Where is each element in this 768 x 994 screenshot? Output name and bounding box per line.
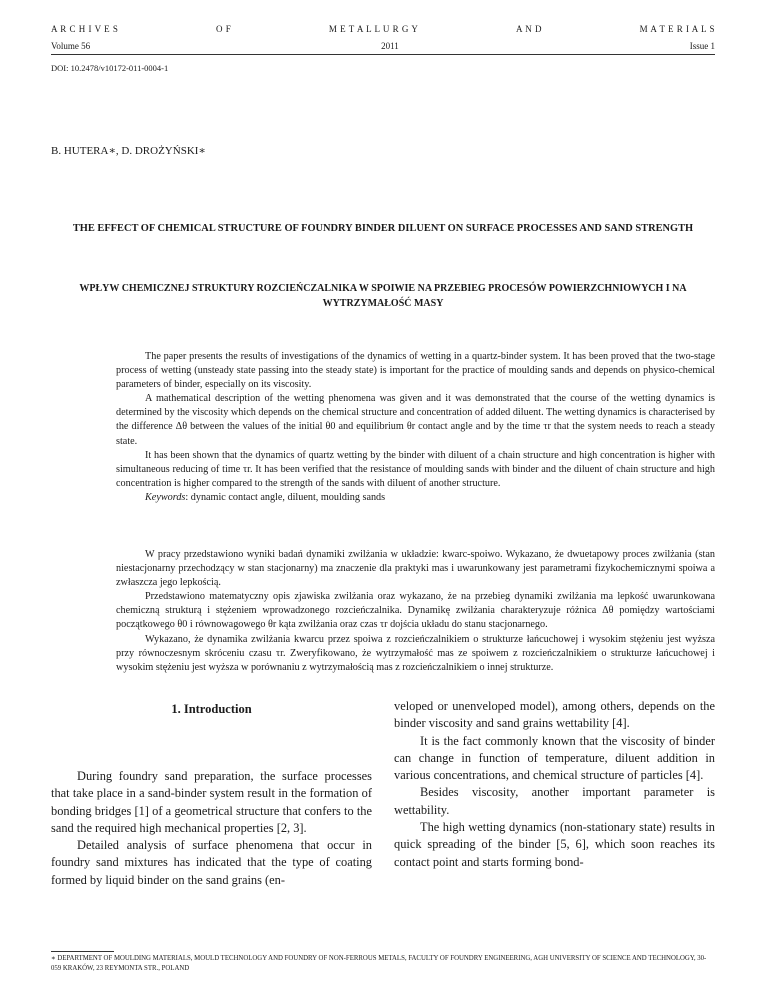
keywords-label: Keywords (145, 491, 186, 503)
body-column-right (394, 698, 715, 871)
authors: B. HUTERA∗, D. DROŻYŃSKI∗ (51, 145, 206, 157)
abstract-paragraph: The paper presents the results of investigations of the dynamics of wetting in a quartz-binder system. It has been proved that the two-stage process of wetting (unsteady state passing into the steady state) is important for the practice of moulding sands and depends on physico-chemical parameters of binder, especially on its viscosity. (116, 351, 715, 391)
title-polish: WPŁYW CHEMICZNEJ STRUKTURY ROZCIEŃCZALNIKA W SPOIWIE NA PRZEBIEG PROCESÓW POWIERZCHNIOWYCH I NA WYTRZYMAŁOŚĆ MASY (79, 283, 687, 309)
body-paragraph: The high wetting dynamics (non-stationary state) results in quick spreading of the binder [5, 6], which soon reaches its contact point and starts forming bond- (394, 820, 715, 869)
footnote-affiliation: ∗ DEPARTMENT OF MOULDING MATERIALS, MOULD TECHNOLOGY AND FOUNDRY OF NON-FERROUS METALS, FACULTY OF FOUNDRY ENGINEERING, AGH UNIVERSITY OF SCIENCE AND TECHNOLOGY, 30-059 KRAKÓW, 23 REYMONTA STR., POLAND (51, 955, 707, 972)
issue-meta (51, 41, 715, 51)
body-paragraph: Detailed analysis of surface phenomena that occur in foundry sand mixtures has indicated that the type of coating formed by liquid binder on the sand grains (en- (51, 838, 372, 887)
abstract-paragraph: W pracy przedstawiono wyniki badań dynamiki zwilżania w układzie: kwarc-spoiwo. Wykazano, że dwuetapowy proces zwilżania (stan niestacjonarny przechodzący w stan stacjonarny) ma znaczenie dla praktyki mas i uwarunkowany jest parametrami fizykochemicznymi spoiwa a zwłaszcza jego lepkością. (116, 549, 715, 589)
journal-name (51, 24, 715, 34)
abstract-paragraph: Wykazano, że dynamika zwilżania kwarcu przez spoiwa z rozcieńczalnikiem o strukturze łańcuchowej i wysokim stężeniu jest wyższa przy równoczesnym skróceniu czasu τr. Zweryfikowano, że wytrzymałość mas ze spoiwem z rozcieńczalnikiem o strukturze łańcuchowej i wysokim stężeniu jest wyższa w porównaniu z wytrzymałością mas z rozcieńczalnikiem o innej strukturze. (116, 633, 715, 673)
body-paragraph: It is the fact commonly known that the viscosity of binder can change in function of temperature, diluent addition in various concentrations, and chemical structure of particles [4]. (394, 733, 715, 783)
issue: Issue 1 (689, 41, 715, 51)
journal-word: M A T E R I A L S (639, 24, 715, 34)
abstract-paragraph: It has been shown that the dynamics of quartz wetting by the binder with diluent of a chain structure and high concentration is higher with simultaneous reducing of time τr. It has been verified that the resistance of moulding sands with binder and the diluent of chain structure and high concentration is higher compared to the strength of the sands with diluent of another structure. (116, 449, 715, 489)
volume: Volume 56 (51, 41, 91, 51)
abstract-paragraph: A mathematical description of the wetting phenomena was given and it was demonstrated that the course of the wetting dynamics is determined by the viscosity which depends on the chemical structure and concentration of added diluent. The wetting dynamics is characterised by the difference Δθ between the values of the initial θ0 and equilibrium θr contact angle and by the time τr that the system needs to reach a steady state. (116, 393, 715, 447)
year: 2011 (381, 41, 399, 51)
abstract-polish (116, 548, 715, 675)
journal-word: M E T A L L U R G Y (328, 24, 419, 34)
keywords (116, 491, 715, 505)
body-paragraph: During foundry sand preparation, the surface processes that take place in a sand-binder system result in the formation of bonding bridges [1] of a geometrical structure that confers to the sand the required high mechanical properties [2, 3]. (51, 769, 372, 835)
journal-word: A N D (515, 24, 542, 34)
abstract-paragraph: Przedstawiono matematyczny opis zjawiska zwilżania oraz wykazano, że na przebieg dynamiki zwilżania ma lepkość uwarunkowana chemiczną strukturą i stężeniem wprowadzonego rozcieńczalnika. Dynamikę zwilżania charakteryzuje różnica Δθ pomiędzy wartościami początkowego θ0 i równowagowego θr kąta zwilżania oraz czas τr dojścia układu do stanu stacjonarnego. (116, 591, 715, 631)
footnote-rule (51, 951, 114, 952)
abstract-english (116, 350, 715, 505)
journal-word: O F (216, 24, 232, 34)
keywords-text: : dynamic contact angle, diluent, moulding sands (185, 491, 386, 503)
journal-word: A R C H I V E S (51, 24, 119, 34)
doi: DOI: 10.2478/v10172-011-0004-1 (51, 63, 169, 73)
body-paragraph: Besides viscosity, another important parameter is wettability. (394, 785, 715, 817)
body-paragraph: veloped or unenveloped model), among others, depends on the binder viscosity and sand grains wettability [4]. (394, 699, 715, 731)
title-english: THE EFFECT OF CHEMICAL STRUCTURE OF FOUNDRY BINDER DILUENT ON SURFACE PROCESSES AND SAND STRENGTH (72, 223, 694, 234)
section-heading: 1. Introduction (171, 702, 252, 716)
body-column-left (51, 768, 372, 889)
header-rule (51, 54, 715, 55)
